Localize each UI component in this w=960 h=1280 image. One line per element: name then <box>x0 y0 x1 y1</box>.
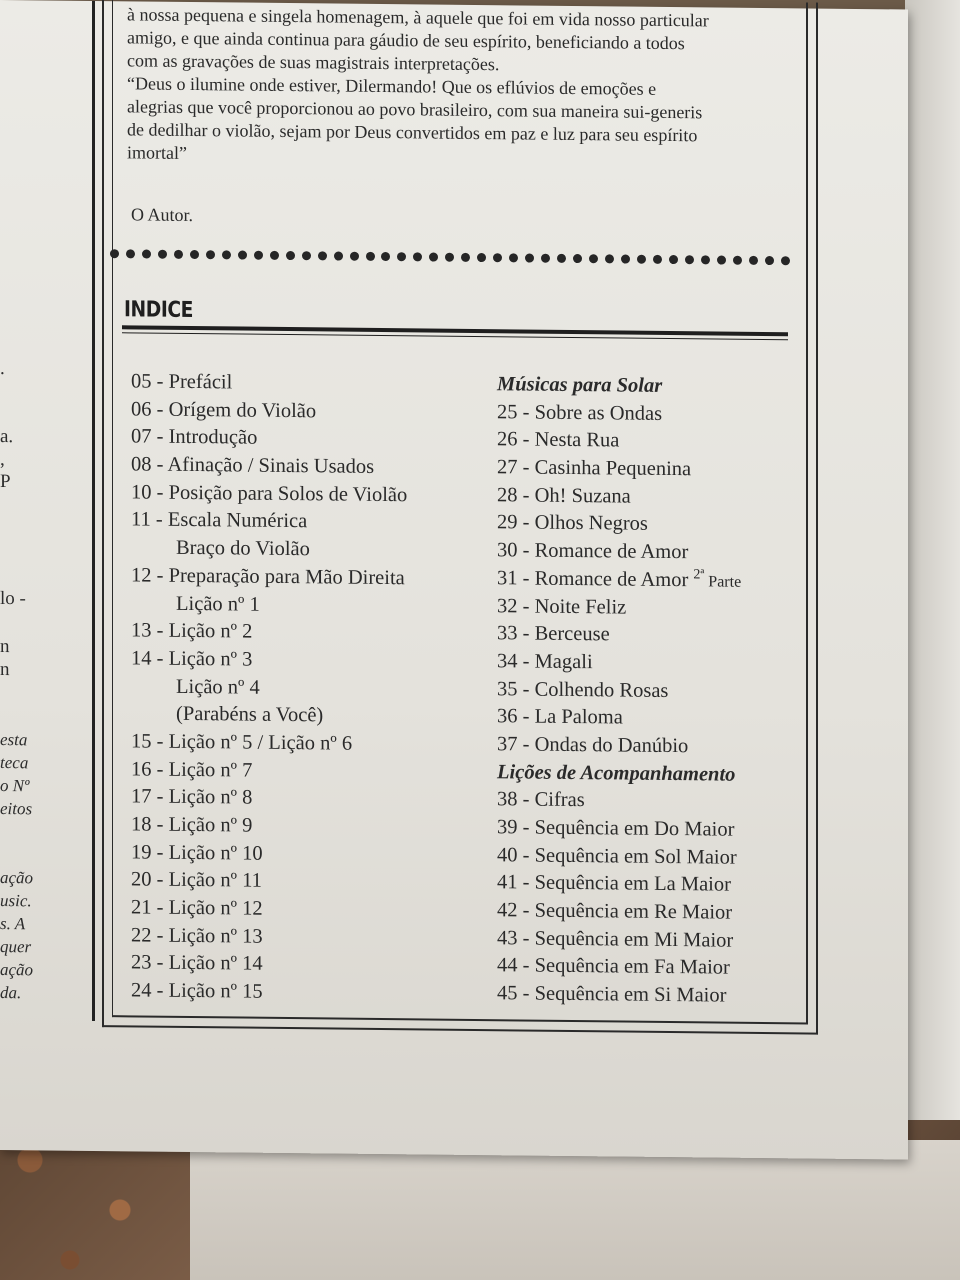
index-entry <box>497 897 797 928</box>
index-entry <box>131 368 491 399</box>
index-entry <box>131 839 491 870</box>
index-entry-text: 28 - Oh! Suzana <box>497 483 631 508</box>
index-entry <box>131 922 491 953</box>
divider-dot <box>605 254 614 263</box>
divider-dot <box>126 249 135 258</box>
index-entry <box>131 590 491 621</box>
index-entry-text: Braço do Violão <box>176 536 310 561</box>
divider-dot <box>621 254 630 263</box>
index-entry <box>497 953 797 984</box>
index-entry <box>497 676 797 707</box>
index-entry-text: 14 - Lição nº 3 <box>131 647 253 671</box>
index-entry-text: 39 - Sequência em Do Maior <box>497 816 735 841</box>
index-entry-text: 27 - Casinha Pequenina <box>497 456 692 481</box>
index-entry-text: 11 - Escala Numérica <box>131 508 308 533</box>
index-entry <box>131 867 491 898</box>
divider-dot <box>270 250 279 259</box>
divider-dot <box>445 252 454 261</box>
index-entry-text: 30 - Romance de Amor <box>497 539 689 564</box>
index-entry-text: 43 - Sequência em Mi Maior <box>497 926 734 952</box>
index-entry <box>131 424 491 455</box>
index-entry-text: 16 - Lição nº 7 <box>131 757 253 782</box>
index-entry <box>497 842 797 873</box>
divider-dot <box>589 254 598 263</box>
divider-dot <box>254 250 263 259</box>
index-right-column <box>497 371 797 1011</box>
index-entry-text: 45 - Sequência em Si Maior <box>497 982 727 1007</box>
divider-dot <box>190 249 199 258</box>
left-column-text-fragment: , <box>0 449 5 471</box>
intro-line: de dedilhar o violão, sejam por Deus convertidos em paz e luz para seu espírito <box>127 119 698 146</box>
index-entry-text: 38 - Cifras <box>497 788 585 812</box>
left-column-text-fragment: . <box>0 358 5 380</box>
index-entry-text: 41 - Sequência em La Maior <box>497 871 731 897</box>
divider-dot <box>350 251 359 260</box>
intro-line: à nossa pequena e singela homenagem, à aquele que foi em vida nosso particular <box>127 4 709 31</box>
left-column-text-fragment: o Nº <box>0 776 30 796</box>
index-entry-text: 05 - Prefácil <box>131 370 233 394</box>
index-entry <box>497 731 797 762</box>
left-column-text-fragment: usic. <box>0 891 32 911</box>
left-column-fragments <box>0 0 92 1016</box>
index-entry-text: 36 - La Paloma <box>497 705 623 729</box>
index-entry <box>497 537 797 568</box>
divider-dot <box>461 252 470 261</box>
divider-dot <box>717 255 726 264</box>
index-entry-suffix: Parte <box>704 573 742 591</box>
index-entry-text: 34 - Magali <box>497 650 593 674</box>
index-entry-text: 17 - Lição nº 8 <box>131 785 253 809</box>
index-entry-text: 33 - Berceuse <box>497 622 610 646</box>
index-entry <box>497 482 797 513</box>
index-entry <box>497 399 797 430</box>
index-entry <box>131 701 491 732</box>
index-entry-text: 37 - Ondas do Danúbio <box>497 733 689 758</box>
left-column-text-fragment: n <box>0 659 10 681</box>
index-entry <box>131 950 491 981</box>
divider-dot <box>637 254 646 263</box>
divider-dot <box>669 255 678 264</box>
divider-dot <box>397 252 406 261</box>
index-entry-text: Lições de Acompanhamento <box>497 760 736 786</box>
index-entry-text: 19 - Lição nº 10 <box>131 841 263 865</box>
divider-dot <box>733 255 742 264</box>
index-entry <box>131 534 491 565</box>
index-entry-text: 20 - Lição nº 11 <box>131 868 262 893</box>
intro-line: com as gravações de suas magistrais interpretações. <box>127 50 500 75</box>
index-entry-text: 29 - Olhos Negros <box>497 511 648 536</box>
divider-dot <box>573 254 582 263</box>
divider-dot <box>541 253 550 262</box>
index-entry <box>131 728 491 759</box>
index-entry-text: 18 - Lição nº 9 <box>131 813 253 837</box>
left-column-text-fragment: quer <box>0 937 32 957</box>
index-entry <box>131 756 491 787</box>
divider-dot <box>653 254 662 263</box>
index-entry-text: 31 - Romance de Amor <box>497 567 694 592</box>
index-entry <box>497 620 797 651</box>
divider-dot <box>429 252 438 261</box>
index-entry-text: 24 - Lição nº 15 <box>131 979 263 1003</box>
intro-line: amigo, e que ainda continua para gáudio de seu espírito, beneficiando a todos <box>127 27 685 54</box>
index-entry-text: 06 - Orígem do Violão <box>131 398 317 422</box>
divider-dot <box>302 251 311 260</box>
index-entry <box>131 479 491 510</box>
index-entry-text: Lição nº 4 <box>176 675 260 699</box>
index-entry <box>497 814 797 845</box>
left-column-text-fragment: eitos <box>0 799 33 819</box>
index-entry-text: 22 - Lição nº 13 <box>131 924 263 948</box>
divider-dot <box>701 255 710 264</box>
divider-dot <box>413 252 422 261</box>
divider-dot <box>366 251 375 260</box>
divider-dot <box>477 252 486 261</box>
index-entry-text: 26 - Nesta Rua <box>497 428 620 452</box>
divider-dot <box>222 250 231 259</box>
index-entry <box>497 787 797 818</box>
index-entry-text: Músicas para Solar <box>497 373 663 397</box>
index-entry <box>131 451 491 482</box>
divider-dot <box>381 251 390 260</box>
index-section-heading <box>497 759 797 790</box>
index-entry-text: 07 - Introdução <box>131 425 258 450</box>
dedication-text <box>127 3 777 171</box>
table-surface <box>190 1140 960 1280</box>
index-entry <box>497 925 797 956</box>
left-column-text-fragment: teca <box>0 753 29 773</box>
index-left-column <box>131 368 491 1009</box>
left-column-text-fragment: lo - <box>0 588 26 610</box>
index-entry <box>131 894 491 925</box>
left-column-text-fragment: P <box>0 471 11 493</box>
divider-dot <box>318 251 327 260</box>
index-entry <box>131 977 491 1008</box>
index-entry <box>497 593 797 624</box>
index-entry-text: (Parabéns a Você) <box>176 703 324 727</box>
left-column-text-fragment: a. <box>0 426 14 448</box>
index-title: INDICE <box>124 297 194 324</box>
divider-dot <box>286 250 295 259</box>
index-entry <box>131 507 491 538</box>
index-entry <box>497 648 797 679</box>
index-entry-text: 08 - Afinação / Sinais Usados <box>131 453 375 478</box>
divider-dot <box>493 253 502 262</box>
divider-dot <box>158 249 167 258</box>
intro-line: “Deus o ilumine onde estiver, Dilermando! Que os eflúvios de emoções e <box>127 73 657 99</box>
index-entry-superscript: 2ª <box>693 567 705 583</box>
divider-dot <box>765 256 774 265</box>
index-entry <box>497 870 797 901</box>
index-entry-text: 10 - Posição para Solos de Violão <box>131 481 408 507</box>
divider-dot <box>174 249 183 258</box>
left-column-text-fragment: s. A <box>0 914 26 934</box>
index-entry <box>131 673 491 704</box>
index-entry <box>131 811 491 842</box>
index-entry <box>497 980 797 1011</box>
author-signature: O Autor. <box>131 204 194 226</box>
divider-dot <box>749 255 758 264</box>
index-entry <box>497 454 797 485</box>
index-entry-text: 44 - Sequência em Fa Maior <box>497 954 730 980</box>
page-edge <box>905 0 960 1120</box>
index-entry <box>131 784 491 815</box>
index-entry <box>131 618 491 649</box>
divider-dot <box>685 255 694 264</box>
index-entry-text: 13 - Lição nº 2 <box>131 619 253 643</box>
index-entry-text: 42 - Sequência em Re Maior <box>497 899 733 924</box>
divider-dot <box>206 250 215 259</box>
index-entry-text: 12 - Preparação para Mão Direita <box>131 564 405 590</box>
index-entry <box>497 703 797 734</box>
left-column-text-fragment: ação <box>0 868 34 888</box>
divider-dot <box>525 253 534 262</box>
left-column-text-fragment: ação <box>0 960 34 980</box>
index-entry-text: Lição nº 1 <box>176 592 260 616</box>
index-entry <box>497 565 797 596</box>
left-column-text-fragment: esta <box>0 730 28 750</box>
intro-line: imortal” <box>127 142 187 163</box>
divider-dot <box>781 256 790 265</box>
divider-dot <box>509 253 518 262</box>
divider-dot <box>142 249 151 258</box>
divider-dot <box>110 249 119 258</box>
intro-line: alegrias que você proporcionou ao povo brasileiro, com sua maneira sui-generis <box>127 96 703 123</box>
left-column-text-fragment: da. <box>0 983 22 1003</box>
index-entry-text: 32 - Noite Feliz <box>497 594 627 619</box>
index-entry-text: 25 - Sobre as Ondas <box>497 400 663 425</box>
left-column-border <box>92 1 95 1021</box>
index-entry <box>131 396 491 427</box>
divider-dot <box>334 251 343 260</box>
divider-dot <box>238 250 247 259</box>
index-entry-text: 15 - Lição nº 5 / Lição nº 6 <box>131 730 353 755</box>
index-entry <box>497 510 797 541</box>
index-entry <box>131 645 491 676</box>
divider-dot <box>557 253 566 262</box>
index-entry <box>497 427 797 458</box>
index-entry <box>131 562 491 593</box>
index-entry-text: 23 - Lição nº 14 <box>131 951 263 976</box>
left-column-text-fragment: n <box>0 636 10 658</box>
index-entry-text: 35 - Colhendo Rosas <box>497 677 669 702</box>
index-entry-text: 21 - Lição nº 12 <box>131 896 263 920</box>
index-entry-text: 40 - Sequência em Sol Maior <box>497 843 737 869</box>
index-section-heading <box>497 371 797 402</box>
